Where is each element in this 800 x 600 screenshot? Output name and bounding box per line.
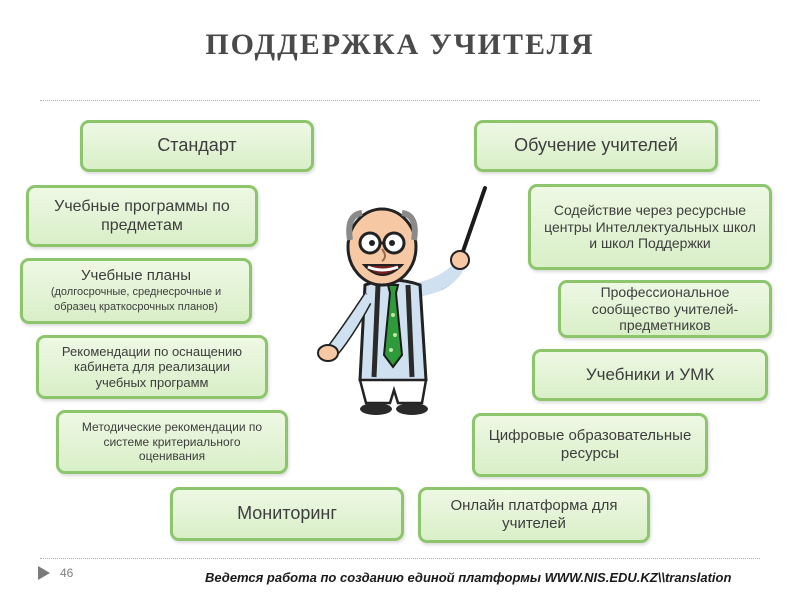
page-number: 46 [60,566,74,580]
box-monitoring [170,487,404,541]
box-textbooks [532,349,768,401]
box-monitoring-label: Мониторинг [237,503,337,524]
box-assessment [56,410,288,474]
box-plans-subtitle: (долгосрочные, среднесрочные и образец краткосрочных планов) [50,286,222,313]
footer-divider [40,558,760,559]
box-digital [472,413,708,477]
box-online [418,487,650,543]
box-digital-label: Цифровые образовательные ресурсы [488,427,692,462]
box-training [474,120,718,172]
box-online-label: Онлайн платформа для учителей [450,497,618,532]
footer-note: Ведется работа по созданию единой платформы WWW.NIS.EDU.KZ\\translation [205,570,732,585]
page-title: ПОДДЕРЖКА УЧИТЕЛЯ [205,28,595,61]
box-programs-label: Учебные программы по предметам [54,197,230,234]
box-equipment-label: Рекомендации по оснащению кабинета для реализации учебных программ [61,343,243,390]
triangle-arrow-icon [38,566,50,580]
box-standard [80,120,314,172]
box-equipment [36,335,268,399]
box-resource-centers-label: Содействие через ресурсные центры Интеллектуальных школ и школ Поддержки [544,201,756,252]
box-assessment-label: Методические рекомендации по системе критериального оценивания [81,420,263,464]
box-textbooks-label: Учебники и УМК [585,364,715,384]
teacher-illustration [310,185,490,420]
box-plans-title: Учебные планы [81,267,191,285]
box-standard-label: Стандарт [157,135,237,156]
box-training-label: Обучение учителей [514,135,678,156]
box-resource-centers [528,184,772,270]
box-plans [20,258,252,324]
title-divider [40,100,760,101]
box-community [558,280,772,338]
box-community-label: Профессиональное сообщество учителей-предметников [591,283,739,334]
box-programs [26,185,258,247]
